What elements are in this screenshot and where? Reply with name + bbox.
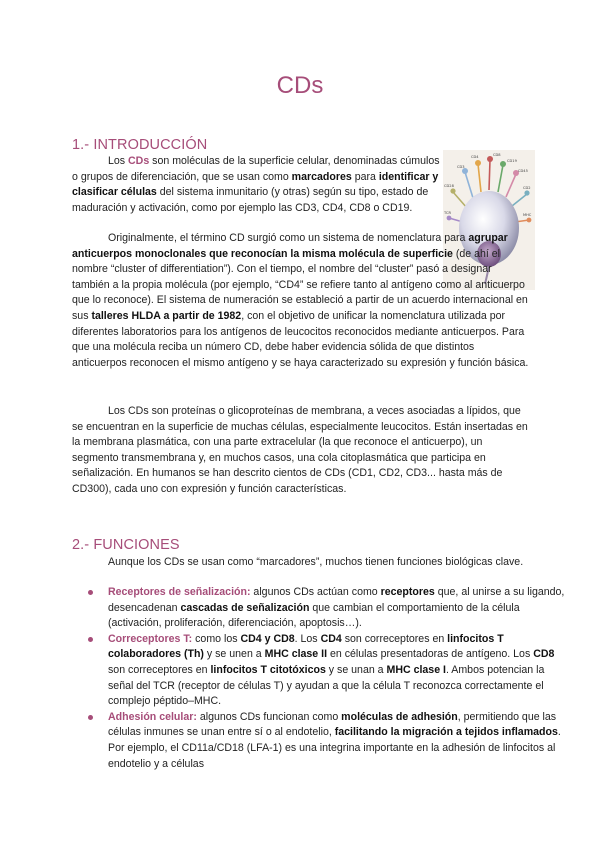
text-span: . Ambos potencian la señal del TCR (receptor de células T) y ayudan a que la célula T reconozca correctamente el complejo péptido–MHC. — [108, 663, 545, 708]
bold-term: identificar y clasificar células — [72, 170, 439, 199]
figure-label: CD45 — [518, 169, 528, 173]
text-span: , con el objetivo de unificar la nomenclatura utilizada por diferentes laboratorios para los antígenos de leucocitos reconocidos mediante anticuerpos. Para que una molécula reciba un número CD, debe haber evidencia sólida de que distintos anticuerpos reconocen el mismo antígeno y se haya caracterizado su expresión y función básica. — [72, 309, 529, 369]
text-span: del sistema inmunitario (y otras) según su tipo, estado de maduración y activación, como por ejemplo las CD3, CD4, CD8 o CD19. — [72, 186, 429, 214]
figure-label: CD3 — [457, 165, 465, 169]
text-span: y se unan a — [325, 663, 387, 676]
text-span: Aunque los CDs se usan como “marcadores”, muchos tienen funciones biológicas clave. — [108, 556, 524, 568]
text-span: que, al unirse a su ligando, desencadenan — [108, 586, 565, 614]
text-span: son correceptores en — [341, 632, 448, 645]
text-span: . Por ejemplo, el CD11a/CD18 (LFA-1) es una integrina importante en la adhesión de linfocitos al endotelio y a células — [108, 726, 561, 770]
text-span: son moléculas de la superficie celular, denominadas cúmulos o grupos de diferenciación, que se usan como — [72, 155, 440, 183]
figure-label: CD19 — [507, 159, 517, 163]
bold-term: linfocitos T colaboradores (Th) — [108, 632, 504, 661]
intro-paragraph-3 — [72, 404, 530, 498]
text-span: en células presentadoras de antígeno. Los — [327, 648, 534, 661]
section-heading-funciones: 2.- FUNCIONES — [72, 537, 180, 553]
bold-term: CD8 — [533, 648, 555, 661]
bullet-dot — [88, 715, 93, 720]
bold-term: marcadores — [291, 170, 352, 183]
text-span: , permitiendo que las células inmunes se unan entre sí o al endotelio, — [108, 710, 557, 739]
text-span: Originalmente, el término CD surgió como un sistema de nomenclatura para — [108, 232, 469, 244]
figure-label: MHC — [523, 213, 532, 217]
figure-label: TCR — [444, 211, 451, 215]
text-span: Los — [108, 155, 129, 167]
figure-label: CD4 — [471, 155, 479, 159]
bullet-dot — [88, 590, 93, 595]
section-heading-introduccion: 1.- INTRODUCCIÓN — [72, 137, 208, 153]
funciones-bullet-list — [72, 585, 566, 772]
document-title: CDs — [276, 72, 324, 99]
text-span: son correceptores en — [108, 663, 211, 676]
bold-term: agrupar anticuerpos monoclonales que reconocían la misma molécula de superficie — [72, 232, 508, 260]
intro-paragraph-2 — [72, 231, 530, 371]
text-span: como los — [192, 632, 241, 645]
bullet-label: Receptores de señalización: — [108, 586, 251, 598]
text-span: para — [351, 170, 379, 183]
intro-paragraph-1 — [72, 154, 444, 216]
text-span: . Los — [294, 632, 321, 645]
bold-term: CD4 y CD8 — [240, 632, 295, 645]
list-item — [108, 710, 566, 772]
figure-label: CD28 — [444, 184, 454, 188]
bullet-label: Adhesión celular: — [108, 710, 197, 723]
text-span: Los CDs son proteínas o glicoproteínas de membrana, a veces asociadas a lípidos, que se encuentran en la superficie de muchas células, especialmente leucocitos. Están insertadas en la membrana plasmática, con una parte extracelular (la que reconoce el anticuerpo), un segmento transmembrana y, en muchos casos, una cola citoplasmática que participa en señalización. En humanos se han descrito cientos de CDs (CD1, CD2, CD3... hasta más de CD300), cada uno con expresión y función características. — [72, 405, 528, 495]
funciones-intro-paragraph — [72, 555, 530, 571]
list-item — [108, 585, 566, 632]
text-span: algunos CDs funcionan como — [196, 710, 342, 723]
bold-term: receptores — [380, 586, 435, 598]
highlight-term: CDs — [128, 155, 150, 167]
bold-term: linfocitos T citotóxicos — [210, 663, 326, 676]
bold-term: talleres HLDA a partir de 1982 — [91, 309, 242, 322]
list-item — [108, 632, 566, 710]
bold-term: moléculas de adhesión — [341, 710, 458, 723]
bold-term: MHC clase I — [386, 663, 446, 676]
bold-term: MHC clase II — [264, 648, 328, 661]
text-span: que cambian el comportamiento de la célula (activación, proliferación, diferenciación, apoptosis…). — [108, 601, 520, 630]
text-span: y se unen a — [203, 648, 265, 661]
figure-label: CD8 — [493, 153, 501, 157]
figure-label: CD2 — [523, 186, 531, 190]
bold-term: cascadas de señalización — [180, 601, 310, 614]
bold-term: facilitando la migración a tejidos inflamados — [334, 726, 558, 739]
bullet-dot — [88, 637, 93, 642]
text-span: algunos CDs actúan como — [250, 586, 381, 598]
bold-term: CD4 — [320, 632, 342, 645]
bullet-label: Correceptores T: — [108, 632, 193, 645]
text-span: (de ahí el nombre “cluster of differentiation”). Con el tiempo, el nombre del “cluster” pasó a designar también a la propia molécula (por ejemplo, “CD4” se refiere tanto al antígeno como al anticuerpo que lo reconoce). El sistema de numeración se estableció a partir de un acuerdo internacional en sus — [72, 247, 528, 322]
